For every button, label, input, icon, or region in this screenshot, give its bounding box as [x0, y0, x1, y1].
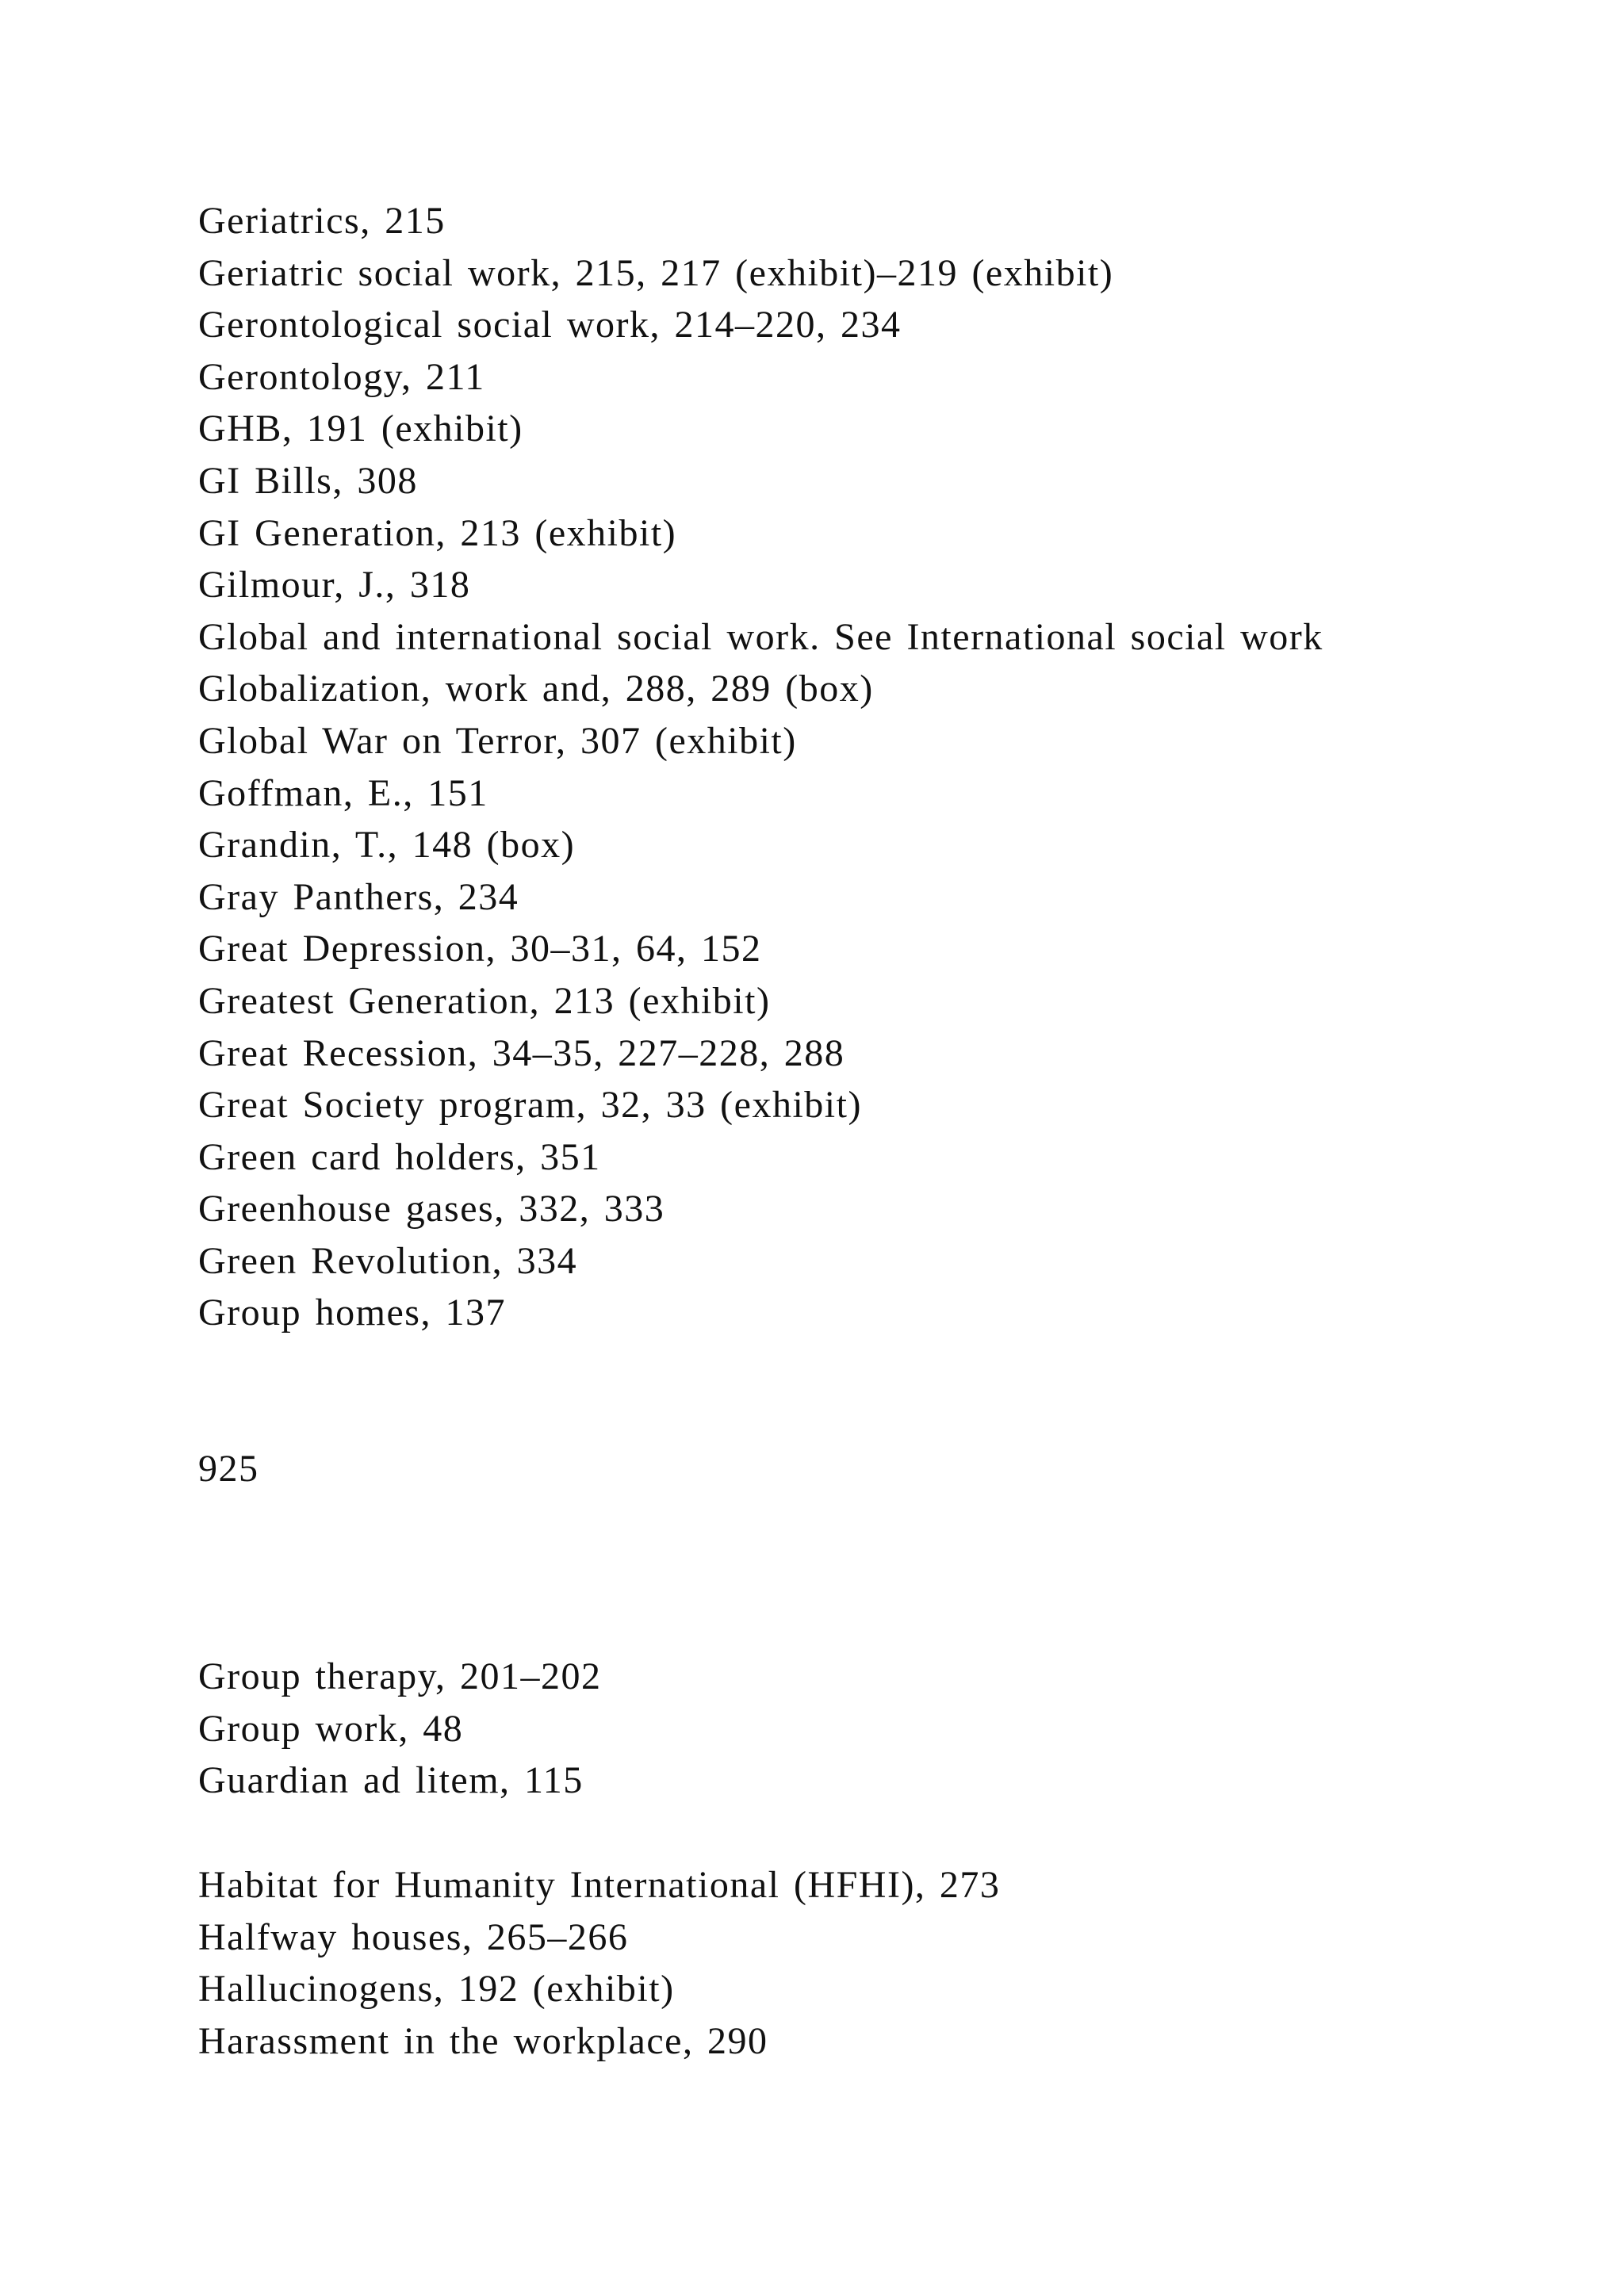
index-entry: GHB, 191 (exhibit)	[198, 408, 523, 450]
index-entry: Globalization, work and, 288, 289 (box)	[198, 668, 874, 710]
index-entry: Goffman, E., 151	[198, 771, 488, 814]
index-entries-h	[198, 1859, 1427, 2067]
index-entry: Hallucinogens, 192 (exhibit)	[198, 1968, 675, 2011]
index-entry: Greenhouse gases, 332, 333	[198, 1188, 665, 1230]
index-entry: Global and international social work. See International social work	[198, 615, 1323, 658]
index-entry: Grandin, T., 148 (box)	[198, 824, 576, 867]
index-entry: Great Depression, 30–31, 64, 152	[198, 928, 762, 970]
index-entry: Group work, 48	[198, 1707, 464, 1750]
index-entry: Gray Panthers, 234	[198, 875, 519, 918]
index-entry: Greatest Generation, 213 (exhibit)	[198, 979, 771, 1022]
page-number: 925	[198, 1448, 259, 1490]
index-entry: Habitat for Humanity International (HFHI), 273	[198, 1864, 1001, 1906]
index-entry: Geriatrics, 215	[198, 200, 446, 242]
index-entry: Halfway houses, 265–266	[198, 1915, 629, 1958]
index-entry: GI Bills, 308	[198, 459, 418, 502]
index-entries-g	[198, 195, 1427, 1339]
index-entry: Geriatric social work, 215, 217 (exhibit)–219 (exhibit)	[198, 251, 1114, 294]
index-entry: Guardian ad litem, 115	[198, 1759, 584, 1802]
index-entry: Great Society program, 32, 33 (exhibit)	[198, 1084, 862, 1127]
index-entry: Green Revolution, 334	[198, 1239, 578, 1282]
index-entry: Group homes, 137	[198, 1292, 506, 1334]
index-entry: Global War on Terror, 307 (exhibit)	[198, 719, 797, 762]
index-entries-g-continued	[198, 1651, 1427, 1807]
index-entry: Gilmour, J., 318	[198, 564, 471, 607]
index-entry: Gerontological social work, 214–220, 234	[198, 304, 902, 346]
index-entry: Green card holders, 351	[198, 1135, 601, 1178]
index-entry: GI Generation, 213 (exhibit)	[198, 511, 677, 554]
index-entry: Harassment in the workplace, 290	[198, 2019, 768, 2062]
index-entry: Group therapy, 201–202	[198, 1655, 602, 1697]
index-entry: Gerontology, 211	[198, 355, 485, 398]
index-entry: Great Recession, 34–35, 227–228, 288	[198, 1031, 845, 1074]
